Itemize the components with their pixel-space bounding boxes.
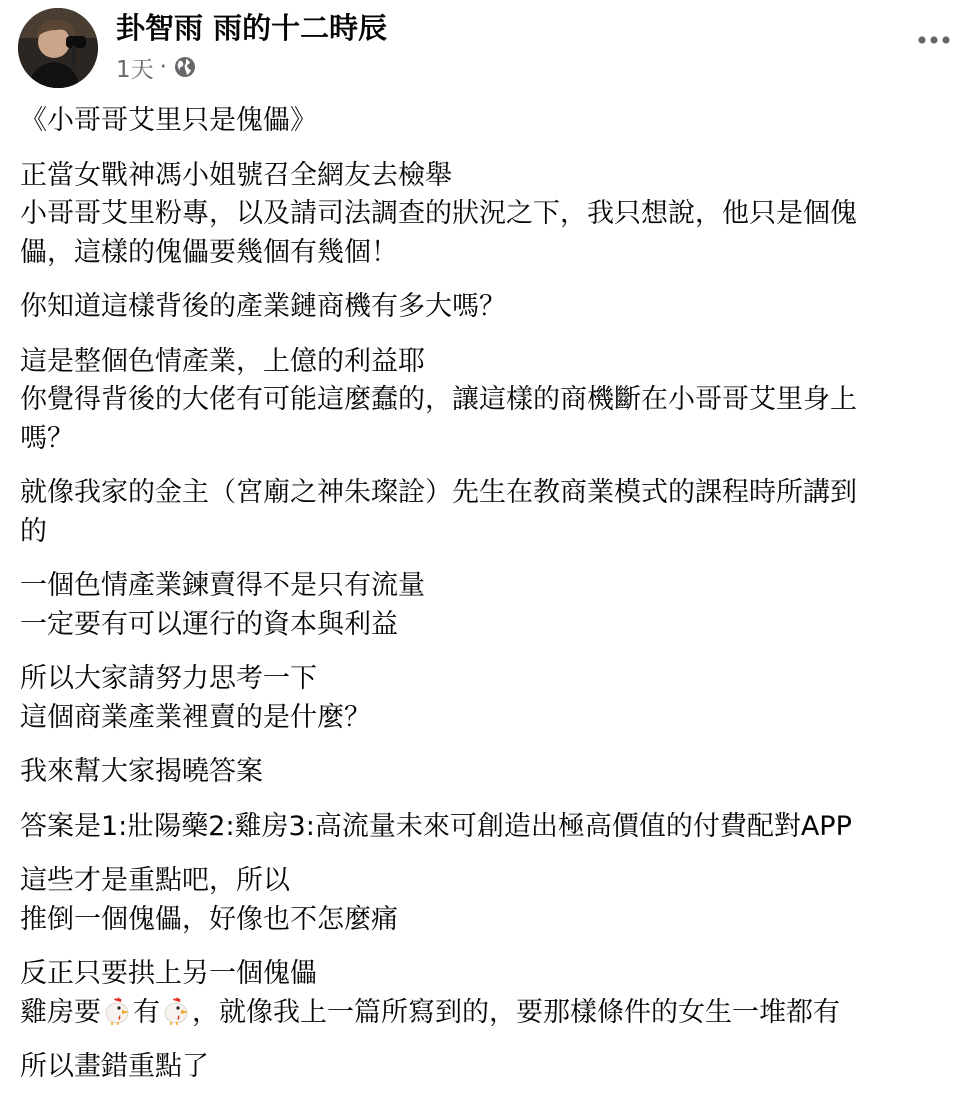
paragraph-10-line-1: 反正只要拱上另一個傀儡 xyxy=(20,958,317,989)
paragraph-6-line-1: 所以大家請努力思考一下 xyxy=(20,663,317,694)
meta-separator: · xyxy=(159,54,167,80)
post-meta xyxy=(116,52,197,82)
paragraph-9-line-1: 這些才是重點吧，所以 xyxy=(20,865,290,896)
paragraph-6-line-2: 這個商業產業裡賣的是什麼？ xyxy=(20,701,371,733)
paragraph-3 xyxy=(20,343,960,459)
chicken-emoji-icon xyxy=(102,996,132,1026)
author-name[interactable]: 卦智雨 雨的十二時辰 xyxy=(116,11,388,45)
paragraph-2-line-1: 你知道這樣背後的產業鏈商機有多大嗎？ xyxy=(20,291,506,322)
paragraph-5 xyxy=(20,567,960,644)
paragraph-8 xyxy=(20,808,960,847)
paragraph-3-line-3: 嗎？ xyxy=(20,422,74,454)
paragraph-5-line-1: 一個色情產業鍊賣得不是只有流量 xyxy=(20,570,425,601)
paragraph-4-line-2: 的 xyxy=(20,515,47,547)
paragraph-4-line-1: 就像我家的金主（宮廟之神朱璨詮）先生在教商業模式的課程時所講到 xyxy=(20,477,857,508)
paragraph-11-line-1: 所以畫錯重點了 xyxy=(20,1051,209,1082)
paragraph-1 xyxy=(20,157,960,273)
globe-icon[interactable] xyxy=(173,55,197,79)
paragraph-1-line-2: 小哥哥艾里粉專，以及請司法調查的狀況之下，我只想說，他只是個傀 xyxy=(20,198,857,229)
paragraph-1-line-1: 正當女戰神馮小姐號召全網友去檢舉 xyxy=(20,159,452,191)
paragraph-10-line-2 xyxy=(20,994,960,1033)
paragraph-9 xyxy=(20,862,960,939)
paragraph-5-line-2: 一定要有可以運行的資本與利益 xyxy=(20,608,398,640)
more-options-button[interactable] xyxy=(910,22,958,58)
paragraph-3-line-2: 你覺得背後的大佬有可能這麼蠢的，讓這樣的商機斷在小哥哥艾里身上 xyxy=(20,384,857,415)
paragraph-7-line-1: 我來幫大家揭曉答案 xyxy=(20,756,263,787)
paragraph-10-text-c: ，就像我上一篇所寫到的，要那樣條件的女生一堆都有 xyxy=(192,996,840,1028)
post-title: 《小哥哥艾里只是傀儡》 xyxy=(20,105,317,136)
avatar-image xyxy=(18,8,98,88)
paragraph-6 xyxy=(20,660,960,737)
post-title-paragraph xyxy=(20,102,960,141)
author-avatar[interactable] xyxy=(18,8,98,88)
more-horizontal-icon xyxy=(916,35,952,45)
chicken-emoji-icon xyxy=(161,996,191,1026)
post-header xyxy=(18,8,958,88)
post-body xyxy=(20,102,960,1103)
paragraph-7 xyxy=(20,753,960,792)
paragraph-10-text-a: 雞房要 xyxy=(20,996,101,1028)
paragraph-2 xyxy=(20,288,960,327)
post-timestamp[interactable]: 1天 xyxy=(116,56,154,83)
paragraph-8-line-1: 答案是1:壯陽藥2:雞房3:高流量未來可創造出極高價值的付費配對APP xyxy=(20,810,852,842)
paragraph-10-text-b: 有 xyxy=(133,996,160,1028)
paragraph-3-line-1: 這是整個色情產業，上億的利益耶 xyxy=(20,345,425,377)
paragraph-10 xyxy=(20,955,960,1032)
paragraph-11 xyxy=(20,1048,960,1087)
paragraph-4 xyxy=(20,474,960,551)
paragraph-1-line-3: 儡，這樣的傀儡要幾個有幾個！ xyxy=(20,236,398,268)
paragraph-9-line-2: 推倒一個傀儡，好像也不怎麼痛 xyxy=(20,903,398,935)
